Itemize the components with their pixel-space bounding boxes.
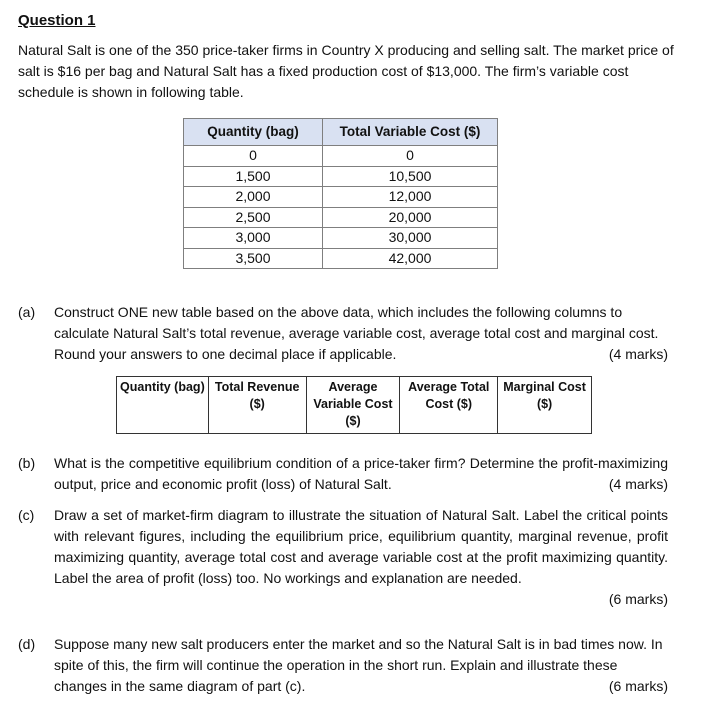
question-a <box>18 302 668 365</box>
answer-table-template <box>116 376 592 434</box>
quantity-cell: 3,000 <box>184 228 323 249</box>
quantity-cell: 2,000 <box>184 187 323 208</box>
tvc-cell: 12,000 <box>323 187 498 208</box>
quantity-cell: 3,500 <box>184 248 323 269</box>
question-b <box>18 453 668 495</box>
table-row <box>184 166 498 187</box>
question-a-text: Construct ONE new table based on the above data, which includes the following columns to calculate Natural Salt’s total revenue, average variable cost, average total cost and marginal cost. Round your answers to one decimal place if applicable. <box>54 304 659 362</box>
table-row <box>184 187 498 208</box>
table-row <box>184 146 498 167</box>
question-c <box>18 505 668 610</box>
table-row <box>184 228 498 249</box>
tvc-cell: 42,000 <box>323 248 498 269</box>
col-quantity: Quantity (bag) <box>117 377 209 434</box>
question-a-marks: (4 marks) <box>608 346 668 362</box>
question-b-text: What is the competitive equilibrium condition of a price-taker firm? Determine the profit-maximizing output, price and economic profit (loss) of Natural Salt. <box>54 455 668 492</box>
intro-paragraph: Natural Salt is one of the 350 price-taker firms in Country X producing and selling salt. The market price of salt is $16 per bag and Natural Salt has a fixed production cost of $13,000. The firm’s variable cost schedule is shown in following table. <box>18 42 674 100</box>
tvc-cell: 30,000 <box>323 228 498 249</box>
question-b-marks: (4 marks) <box>608 476 668 492</box>
tvc-cell: 20,000 <box>323 207 498 228</box>
question-d-marks: (6 marks) <box>608 678 668 694</box>
header-total-variable-cost: Total Variable Cost ($) <box>323 119 498 146</box>
question-d <box>18 634 668 697</box>
variable-cost-table <box>183 118 498 269</box>
header-quantity: Quantity (bag) <box>184 119 323 146</box>
table-row <box>184 207 498 228</box>
tvc-cell: 10,500 <box>323 166 498 187</box>
question-c-label: (c) <box>18 507 35 523</box>
col-marginal-cost: Marginal Cost ($) <box>498 377 592 434</box>
question-d-text: Suppose many new salt producers enter the market and so the Natural Salt is in bad times now. In spite of this, the firm will continue the operation in the short run. Explain and illustrate these changes in the same diagram of part (c). <box>54 636 663 694</box>
question-c-text: Draw a set of market-firm diagram to illustrate the situation of Natural Salt. Label the critical points with relevant figures, including the equilibrium price, equilibrium quantity, marginal revenue, profit maximizing quantity, average total cost and average variable cost at the profit maximizing quantity. Label the area of profit (loss) too. No workings and explanation are needed. <box>54 507 668 586</box>
question-c-marks: (6 marks) <box>608 591 668 607</box>
tvc-cell: 0 <box>323 146 498 167</box>
quantity-cell: 2,500 <box>184 207 323 228</box>
question-heading: Question 1 <box>18 12 96 29</box>
col-total-revenue: Total Revenue ($) <box>208 377 306 434</box>
col-average-variable-cost: Average Variable Cost ($) <box>306 377 400 434</box>
col-average-total-cost: Average Total Cost ($) <box>400 377 498 434</box>
question-b-label: (b) <box>18 455 36 471</box>
quantity-cell: 1,500 <box>184 166 323 187</box>
question-a-label: (a) <box>18 304 36 320</box>
table-row <box>184 248 498 269</box>
question-d-label: (d) <box>18 636 36 652</box>
quantity-cell: 0 <box>184 146 323 167</box>
